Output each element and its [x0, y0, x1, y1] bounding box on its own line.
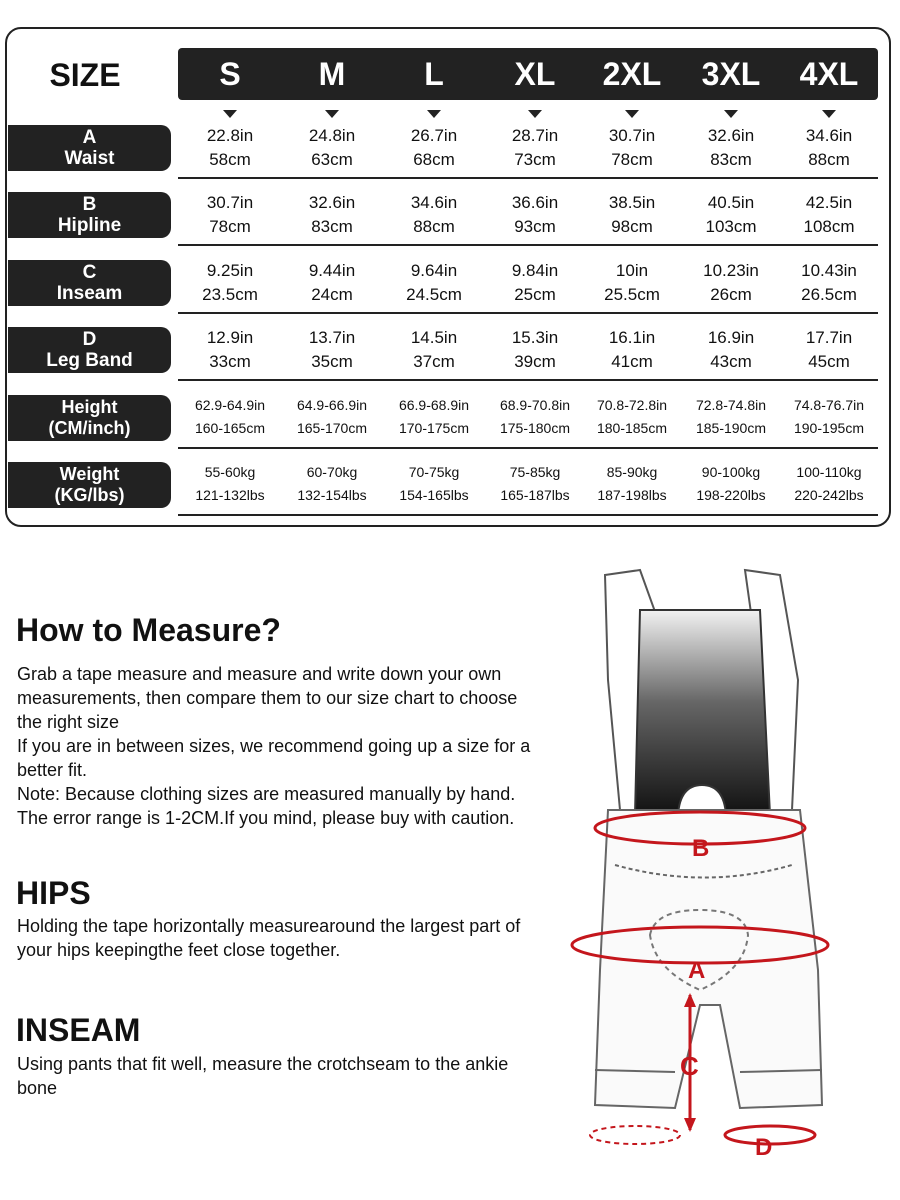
row-label-line1: D: [82, 329, 97, 350]
table-cell: [679, 191, 783, 239]
row-label-5: [8, 462, 171, 508]
size-pointer-icon: [223, 110, 237, 118]
cell-value-secondary: 180-185cm: [596, 420, 668, 436]
cell-value-primary: 12.9in: [206, 328, 254, 347]
cell-value-primary: 9.44in: [308, 261, 356, 280]
cell-value-primary: 32.6in: [707, 126, 755, 145]
marker-d: D: [755, 1134, 773, 1160]
table-cell: [178, 191, 282, 239]
cell-value-primary: 13.7in: [308, 328, 356, 347]
table-cell: [777, 326, 881, 374]
how-to-measure-title: How to Measure?: [16, 612, 281, 648]
table-cell: [580, 191, 684, 239]
cell-value-secondary: 26cm: [710, 285, 752, 304]
cell-value-primary: 34.6in: [805, 126, 853, 145]
row-label-line2: Hipline: [57, 215, 122, 236]
cell-value-primary: 32.6in: [308, 193, 356, 212]
table-cell: [382, 326, 486, 374]
cell-value-primary: 10.43in: [801, 261, 857, 280]
row-divider: [178, 244, 878, 246]
table-cell: [382, 394, 486, 440]
size-chart-title: SIZE: [49, 57, 121, 93]
cell-value-secondary: 132-154lbs: [297, 487, 367, 503]
how-to-line: Grab a tape measure and measure and write down your own measurements, then compare them to our size chart to choose the right size: [17, 664, 518, 732]
cell-value-secondary: 35cm: [311, 352, 353, 371]
cell-value-primary: 10.23in: [703, 261, 759, 280]
cell-value-primary: 10in: [615, 261, 649, 280]
cell-value-secondary: 45cm: [808, 352, 850, 371]
row-divider: [178, 177, 878, 179]
cell-value-primary: 14.5in: [410, 328, 458, 347]
row-label-line1: B: [82, 194, 97, 215]
row-label-line2: (CM/inch): [48, 418, 131, 438]
table-cell: [178, 461, 282, 507]
cell-value-primary: 64.9-66.9in: [296, 397, 368, 413]
table-cell: [580, 124, 684, 172]
cell-value-secondary: 39cm: [514, 352, 556, 371]
cell-value-secondary: 93cm: [514, 217, 556, 236]
table-cell: [679, 461, 783, 507]
cell-value-primary: 75-85kg: [509, 464, 561, 480]
cell-value-secondary: 58cm: [209, 150, 251, 169]
cell-value-primary: 60-70kg: [306, 464, 358, 480]
marker-c: C: [680, 1051, 699, 1081]
table-cell: [580, 259, 684, 307]
table-cell: [382, 191, 486, 239]
row-divider: [178, 379, 878, 381]
row-label-line2: Inseam: [56, 283, 123, 304]
size-header-3xl: 3XL: [701, 56, 761, 92]
table-cell: [280, 461, 384, 507]
size-header-l: L: [424, 56, 444, 92]
cell-value-secondary: 88cm: [413, 217, 455, 236]
cell-value-secondary: 26.5cm: [801, 285, 857, 304]
cell-value-primary: 70-75kg: [408, 464, 460, 480]
table-cell: [382, 124, 486, 172]
table-cell: [580, 326, 684, 374]
inseam-text: Using pants that fit well, measure the crotchseam to the ankie bone: [17, 1054, 509, 1098]
cell-value-secondary: 78cm: [611, 150, 653, 169]
table-cell: [483, 326, 587, 374]
cell-value-primary: 85-90kg: [606, 464, 658, 480]
row-label-line2: Waist: [64, 148, 115, 169]
size-header-s: S: [219, 56, 241, 92]
size-header-2xl: 2XL: [602, 56, 662, 92]
table-cell: [777, 191, 881, 239]
table-cell: [280, 394, 384, 440]
cell-value-secondary: 198-220lbs: [696, 487, 766, 503]
cell-value-primary: 72.8-74.8in: [695, 397, 767, 413]
cell-value-secondary: 160-165cm: [194, 420, 266, 436]
cell-value-secondary: 175-180cm: [499, 420, 571, 436]
cell-value-secondary: 170-175cm: [398, 420, 470, 436]
table-cell: [777, 124, 881, 172]
row-label-3: [8, 327, 171, 373]
row-label-2: [8, 260, 171, 306]
marker-b: B: [692, 835, 710, 862]
cell-value-secondary: 154-165lbs: [399, 487, 469, 503]
cell-value-secondary: 41cm: [611, 352, 653, 371]
cell-value-primary: 30.7in: [608, 126, 656, 145]
table-cell: [483, 394, 587, 440]
cell-value-primary: 17.7in: [805, 328, 853, 347]
cell-value-primary: 30.7in: [206, 193, 254, 212]
cell-value-primary: 66.9-68.9in: [398, 397, 470, 413]
cell-value-secondary: 25.5cm: [604, 285, 660, 304]
size-pointer-icon: [625, 110, 639, 118]
how-to-line: If you are in between sizes, we recommend going up a size for a better fit.: [17, 736, 531, 780]
cell-value-primary: 9.64in: [410, 261, 458, 280]
row-label-line1: A: [82, 127, 97, 148]
cell-value-secondary: 24.5cm: [406, 285, 462, 304]
table-cell: [483, 191, 587, 239]
cell-value-secondary: 24cm: [311, 285, 353, 304]
cell-value-secondary: 185-190cm: [695, 420, 767, 436]
table-cell: [178, 394, 282, 440]
row-label-1: [8, 192, 171, 238]
row-label-line2: (KG/lbs): [54, 485, 125, 505]
cell-value-primary: 62.9-64.9in: [194, 397, 266, 413]
row-divider: [178, 312, 878, 314]
table-cell: [178, 259, 282, 307]
table-cell: [679, 394, 783, 440]
cell-value-secondary: 68cm: [413, 150, 455, 169]
cell-value-primary: 34.6in: [410, 193, 458, 212]
cell-value-primary: 100-110kg: [796, 464, 862, 480]
table-cell: [280, 191, 384, 239]
how-to-line: Note: Because clothing sizes are measured manually by hand. The error range is 1-2CM.If you mind, please buy with caution.: [17, 784, 516, 828]
cell-value-primary: 26.7in: [410, 126, 458, 145]
bib-shorts-diagram: [560, 560, 890, 1160]
row-label-line1: Weight: [59, 464, 120, 484]
cell-value-secondary: 25cm: [514, 285, 556, 304]
inseam-title: INSEAM: [16, 1012, 141, 1048]
cell-value-secondary: 187-198lbs: [597, 487, 667, 503]
cell-value-primary: 55-60kg: [204, 464, 256, 480]
cell-value-secondary: 121-132lbs: [195, 487, 265, 503]
how-to-measure-text: [17, 662, 537, 830]
row-label-4: [8, 395, 171, 441]
cell-value-secondary: 37cm: [413, 352, 455, 371]
cell-value-primary: 28.7in: [511, 126, 559, 145]
size-pointer-icon: [528, 110, 542, 118]
table-cell: [280, 259, 384, 307]
cell-value-secondary: 83cm: [710, 150, 752, 169]
marker-a: A: [688, 957, 706, 984]
cell-value-secondary: 73cm: [514, 150, 556, 169]
size-pointer-icon: [724, 110, 738, 118]
cell-value-secondary: 33cm: [209, 352, 251, 371]
cell-value-primary: 74.8-76.7in: [793, 397, 865, 413]
cell-value-secondary: 165-170cm: [296, 420, 368, 436]
row-label-line1: Height: [61, 397, 118, 417]
table-cell: [483, 461, 587, 507]
table-cell: [679, 124, 783, 172]
leg-hems: [595, 1070, 822, 1072]
cell-value-primary: 24.8in: [308, 126, 356, 145]
table-cell: [580, 394, 684, 440]
cell-value-secondary: 165-187lbs: [500, 487, 570, 503]
row-label-0: [8, 125, 171, 171]
size-header-4xl: 4XL: [799, 56, 859, 92]
cell-value-primary: 16.9in: [707, 328, 755, 347]
cell-value-primary: 68.9-70.8in: [499, 397, 571, 413]
table-cell: [178, 326, 282, 374]
size-pointer-icon: [427, 110, 441, 118]
cell-value-primary: 42.5in: [805, 193, 853, 212]
cell-value-primary: 38.5in: [608, 193, 656, 212]
cell-value-primary: 9.25in: [206, 261, 254, 280]
cell-value-secondary: 98cm: [611, 217, 653, 236]
table-cell: [178, 124, 282, 172]
cell-value-secondary: 88cm: [808, 150, 850, 169]
cell-value-secondary: 63cm: [311, 150, 353, 169]
cell-value-primary: 90-100kg: [701, 464, 761, 480]
cell-value-secondary: 220-242lbs: [794, 487, 864, 503]
row-divider: [178, 514, 878, 516]
cell-value-primary: 16.1in: [608, 328, 656, 347]
table-cell: [483, 259, 587, 307]
table-cell: [679, 326, 783, 374]
cell-value-primary: 9.84in: [511, 261, 559, 280]
leg-band-measure-ring-left: [590, 1126, 680, 1144]
cell-value-primary: 22.8in: [206, 126, 254, 145]
row-label-line2: Leg Band: [46, 350, 133, 371]
cell-value-primary: 70.8-72.8in: [596, 397, 668, 413]
cell-value-primary: 40.5in: [707, 193, 755, 212]
row-divider: [178, 447, 878, 449]
table-cell: [777, 461, 881, 507]
row-label-line1: C: [82, 262, 97, 283]
size-header-xl: XL: [514, 56, 556, 92]
size-pointer-icon: [822, 110, 836, 118]
cell-value-secondary: 103cm: [705, 217, 757, 236]
table-cell: [580, 461, 684, 507]
table-cell: [679, 259, 783, 307]
table-cell: [280, 326, 384, 374]
cell-value-secondary: 78cm: [209, 217, 251, 236]
cell-value-secondary: 83cm: [311, 217, 353, 236]
cell-value-secondary: 190-195cm: [793, 420, 865, 436]
cell-value-secondary: 23.5cm: [202, 285, 258, 304]
inseam-arrow-down: [684, 1118, 696, 1132]
table-cell: [382, 259, 486, 307]
cell-value-primary: 15.3in: [511, 328, 559, 347]
table-cell: [483, 124, 587, 172]
hips-title: HIPS: [16, 875, 91, 911]
hips-text: Holding the tape horizontally measurearound the largest part of your hips keepingthe feet close together.: [17, 916, 521, 960]
table-cell: [280, 124, 384, 172]
table-cell: [777, 394, 881, 440]
table-cell: [777, 259, 881, 307]
cell-value-primary: 36.6in: [511, 193, 559, 212]
cell-value-secondary: 43cm: [710, 352, 752, 371]
size-header-m: M: [318, 56, 346, 92]
size-pointer-icon: [325, 110, 339, 118]
table-cell: [382, 461, 486, 507]
cell-value-secondary: 108cm: [803, 217, 855, 236]
